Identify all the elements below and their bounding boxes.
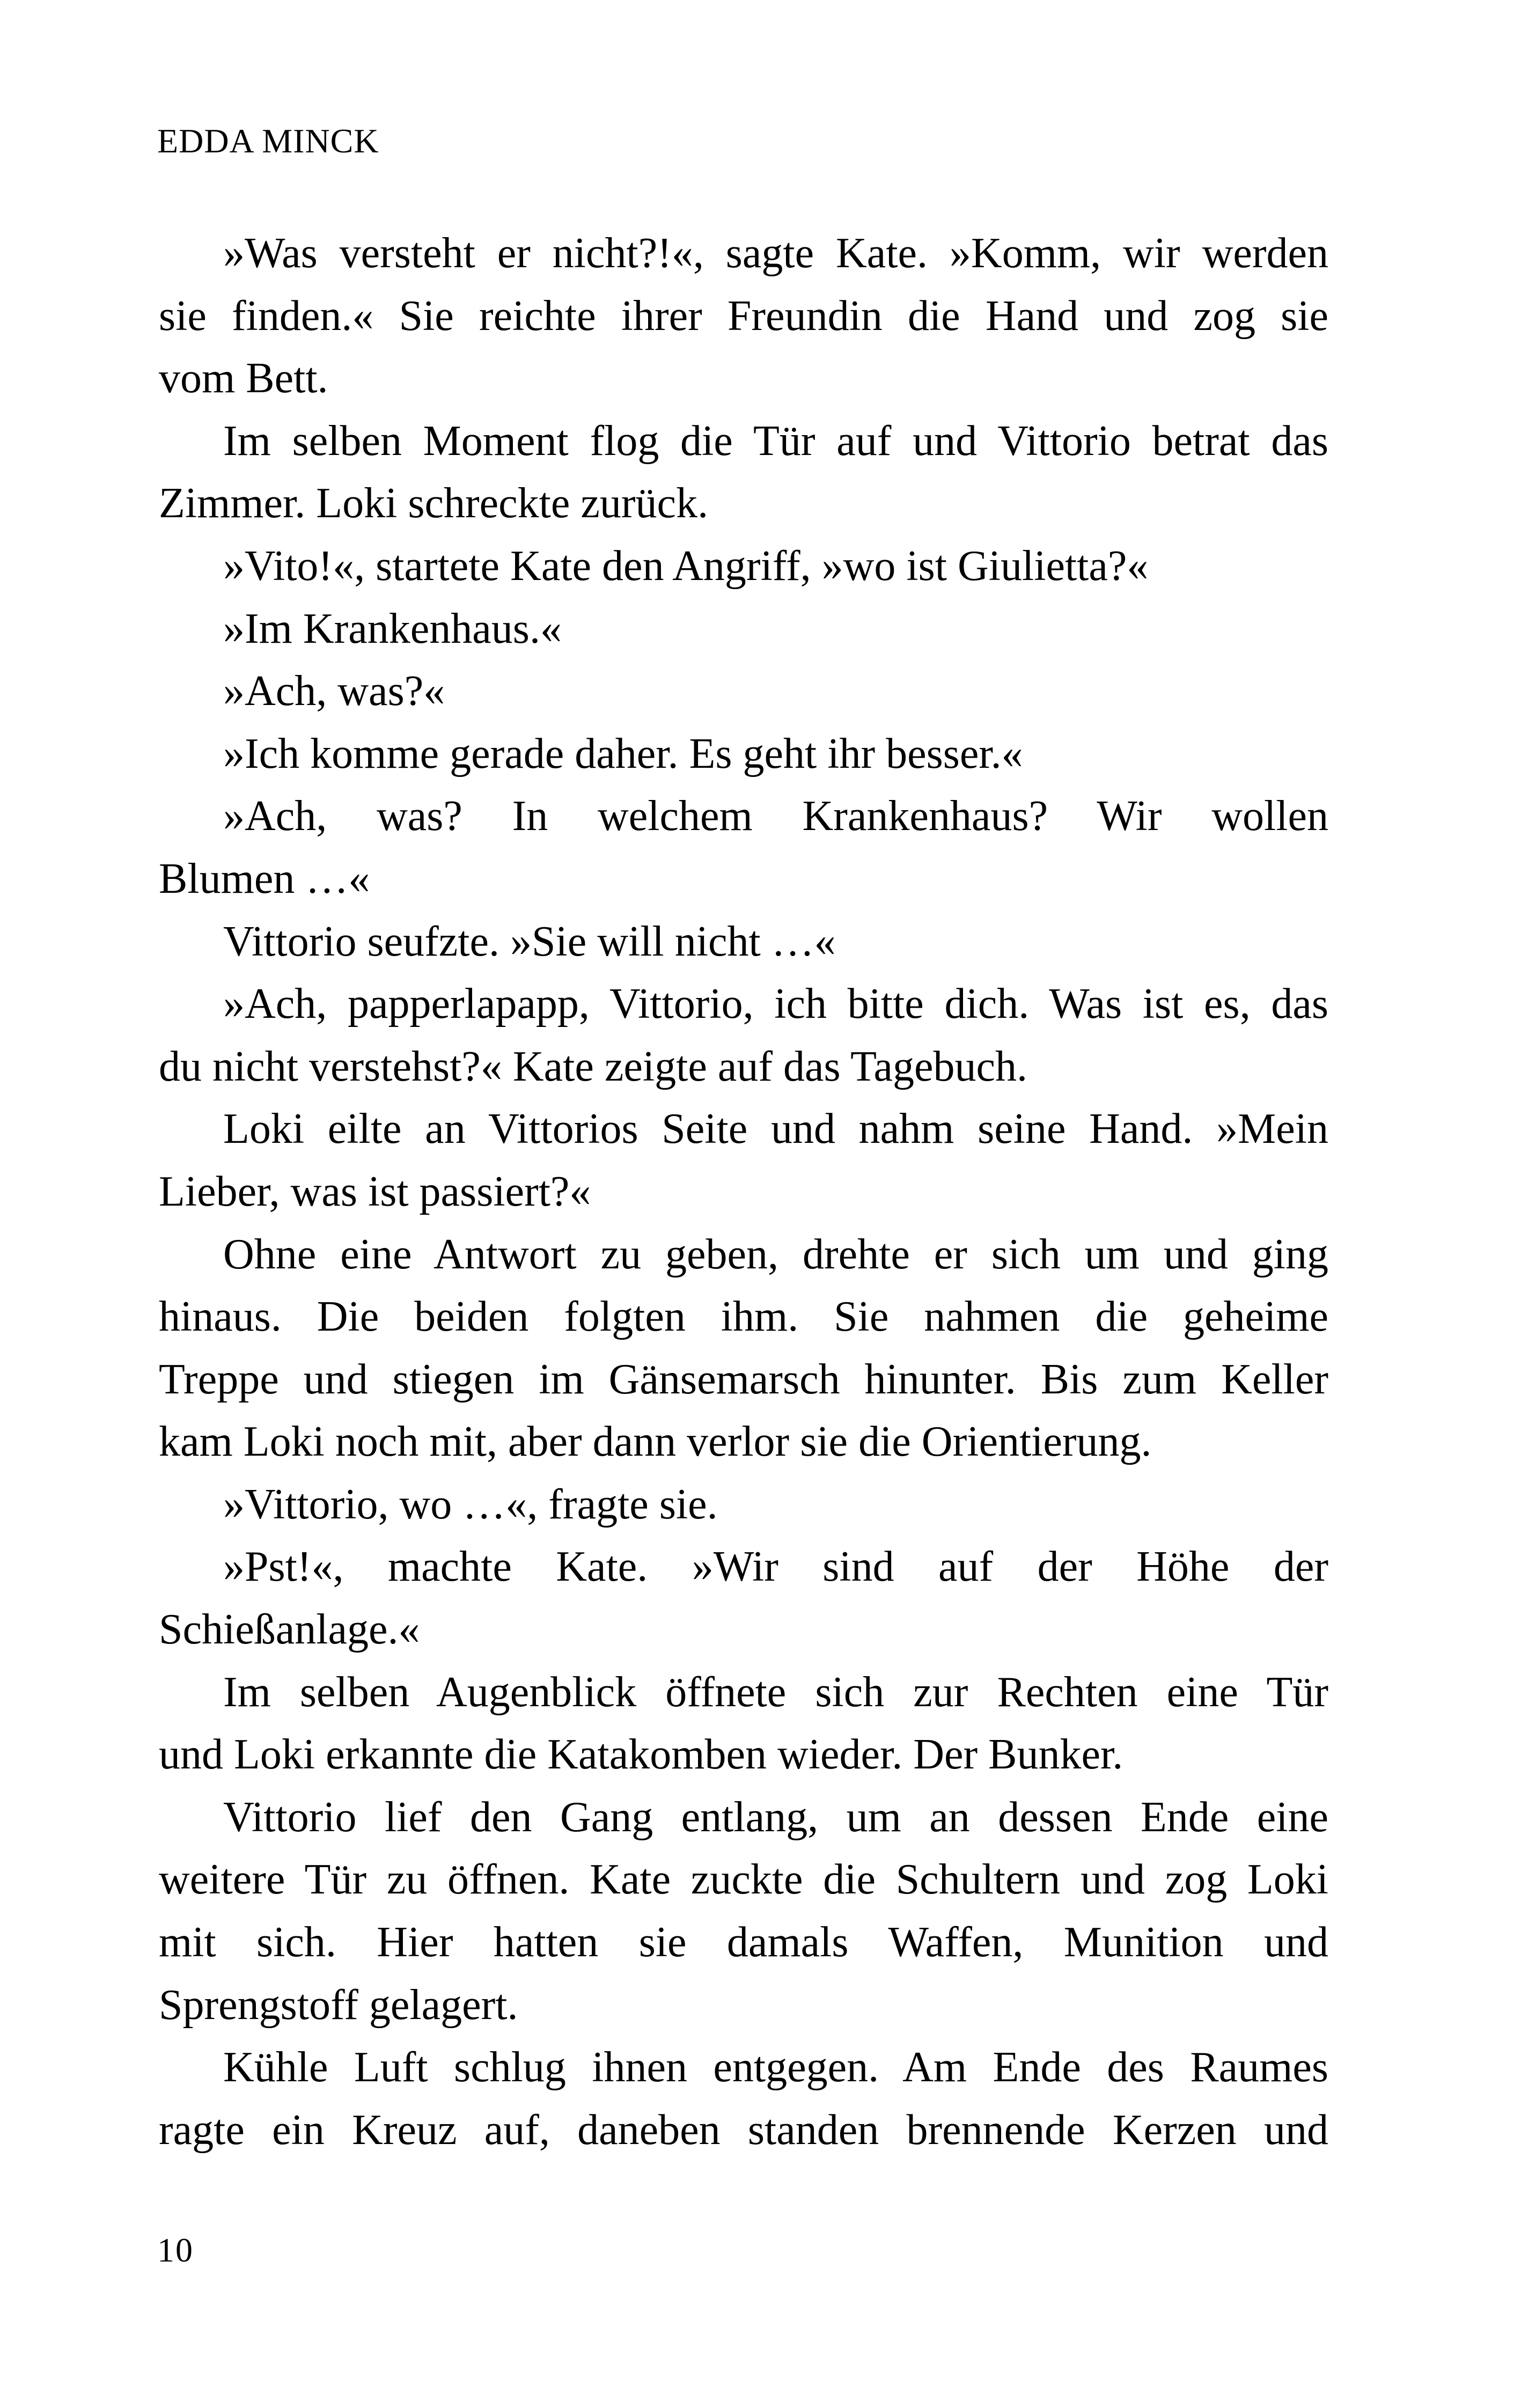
text-line: Schießanlage.« (159, 1606, 420, 1654)
text-line: weitere Tür zu öffnen. Kate zuckte die Schultern und zog Loki (159, 1856, 1328, 1904)
text-line: Im selben Moment flog die Tür auf und Vittorio betrat das (223, 417, 1328, 465)
text-line: du nicht verstehst?« Kate zeigte auf das Tagebuch. (159, 1043, 1027, 1090)
text-line: mit sich. Hier hatten sie damals Waffen, Munition und (159, 1919, 1328, 1966)
text-line: kam Loki noch mit, aber dann verlor sie die Orientierung. (159, 1418, 1152, 1466)
text-line: »Ich komme gerade daher. Es geht ihr besser.« (223, 730, 1023, 777)
text-line: Kühle Luft schlug ihnen entgegen. Am Ende des Raumes (223, 2044, 1328, 2091)
text-line: Treppe und stiegen im Gänsemarsch hinunter. Bis zum Keller (159, 1355, 1328, 1403)
text-line: Vittorio lief den Gang entlang, um an dessen Ende eine (223, 1793, 1328, 1841)
text-line: Sprengstoff gelagert. (159, 1981, 518, 2029)
body-text (159, 222, 1328, 2161)
text-line: »Ach, was? In welchem Krankenhaus? Wir wollen (223, 792, 1328, 840)
text-line: Blumen …« (159, 855, 370, 902)
page-number: 10 (157, 2231, 194, 2269)
text-line: sie finden.« Sie reichte ihrer Freundin die Hand und zog sie (159, 292, 1328, 340)
text-line: ragte ein Kreuz auf, daneben standen brennende Kerzen und (159, 2106, 1328, 2154)
text-line: Lieber, was ist passiert?« (159, 1168, 591, 1215)
text-line: Vittorio seufzte. »Sie will nicht …« (223, 917, 836, 965)
text-line: Ohne eine Antwort zu geben, drehte er sich um und ging (223, 1230, 1328, 1278)
text-line: »Im Krankenhaus.« (223, 605, 562, 652)
running-header: EDDA MINCK (157, 122, 379, 160)
text-line: hinaus. Die beiden folgten ihm. Sie nahmen die geheime (159, 1293, 1328, 1341)
text-line: vom Bett. (159, 355, 328, 402)
text-line: »Ach, was?« (223, 667, 445, 715)
text-line: Loki eilte an Vittorios Seite und nahm seine Hand. »Mein (223, 1105, 1328, 1153)
text-line: »Ach, papperlapapp, Vittorio, ich bitte dich. Was ist es, das (223, 980, 1328, 1028)
text-line: »Pst!«, machte Kate. »Wir sind auf der Höhe der (223, 1543, 1328, 1591)
text-line: und Loki erkannte die Katakomben wieder. Der Bunker. (159, 1731, 1123, 1779)
text-line: Im selben Augenblick öffnete sich zur Rechten eine Tür (223, 1668, 1328, 1716)
text-line: Zimmer. Loki schreckte zurück. (159, 480, 709, 527)
text-line: »Vito!«, startete Kate den Angriff, »wo ist Giulietta?« (223, 542, 1149, 590)
text-line: »Vittorio, wo …«, fragte sie. (223, 1480, 718, 1528)
text-line: »Was versteht er nicht?!«, sagte Kate. »Komm, wir werden (223, 230, 1328, 277)
